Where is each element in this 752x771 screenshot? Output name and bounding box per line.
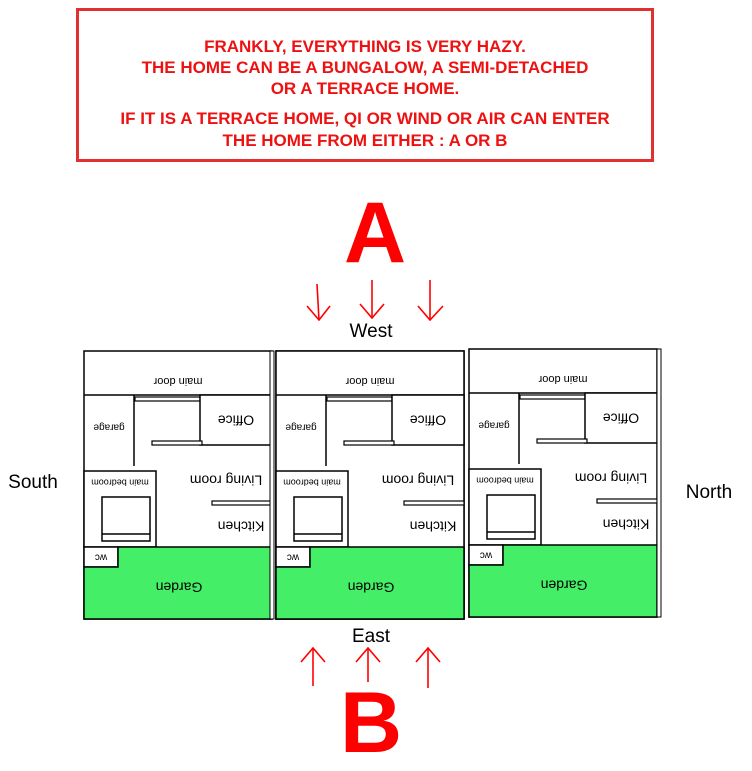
room-label-office: Office	[602, 410, 640, 427]
entry-label-a: A	[343, 185, 407, 281]
room-label-garage: garage	[285, 421, 317, 433]
notice-line-2: THE HOME CAN BE A BUNGALOW, A SEMI-DETACHED	[141, 58, 589, 77]
arrows-from-west	[307, 280, 443, 320]
arrow-down-icon	[307, 284, 330, 320]
room-label-main-door: main door	[538, 373, 588, 386]
room-label-main-bedroom: main bedroom	[283, 477, 341, 488]
room-label-main-bedroom: main bedroom	[476, 475, 534, 486]
entry-label-b: B	[339, 675, 403, 771]
arrow-down-icon	[418, 280, 443, 320]
room-label-living-room: Living room	[381, 472, 455, 489]
room-label-office: Office	[409, 412, 447, 429]
arrow-up-icon	[416, 648, 440, 688]
arrow-up-icon	[356, 648, 380, 682]
room-label-office: Office	[217, 412, 255, 429]
label-south: South	[8, 472, 58, 493]
room-label-kitchen: Kitchen	[217, 518, 265, 535]
notice-line-1: FRANKLY, EVERYTHING IS VERY HAZY.	[204, 37, 526, 56]
room-label-wc: wc	[286, 551, 300, 563]
room-label-wc: wc	[479, 549, 493, 561]
room-label-wc: wc	[94, 551, 108, 563]
room-label-garage: garage	[478, 419, 510, 431]
room-label-main-door: main door	[153, 375, 203, 388]
notice-line-5: THE HOME FROM EITHER : A OR B	[222, 131, 508, 150]
room-label-garden: Garden	[540, 577, 588, 594]
room-label-main-bedroom: main bedroom	[91, 477, 149, 488]
notice-line-3: OR A TERRACE HOME.	[270, 79, 460, 98]
room-label-main-door: main door	[345, 375, 395, 388]
room-label-kitchen: Kitchen	[602, 516, 650, 533]
notice-line-4: IF IT IS A TERRACE HOME, QI OR WIND OR AIR CAN ENTER	[120, 109, 610, 128]
label-north: North	[685, 482, 733, 503]
arrow-up-icon	[301, 648, 325, 686]
room-label-garden: Garden	[347, 579, 395, 596]
label-west: West	[349, 321, 393, 342]
label-east: East	[351, 626, 391, 647]
room-label-living-room: Living room	[189, 472, 263, 489]
arrow-down-icon	[360, 280, 384, 318]
room-label-living-room: Living room	[574, 470, 648, 487]
room-label-kitchen: Kitchen	[409, 518, 457, 535]
room-label-garden: Garden	[155, 579, 203, 596]
room-label-garage: garage	[93, 421, 125, 433]
arrows-from-east	[301, 648, 440, 688]
